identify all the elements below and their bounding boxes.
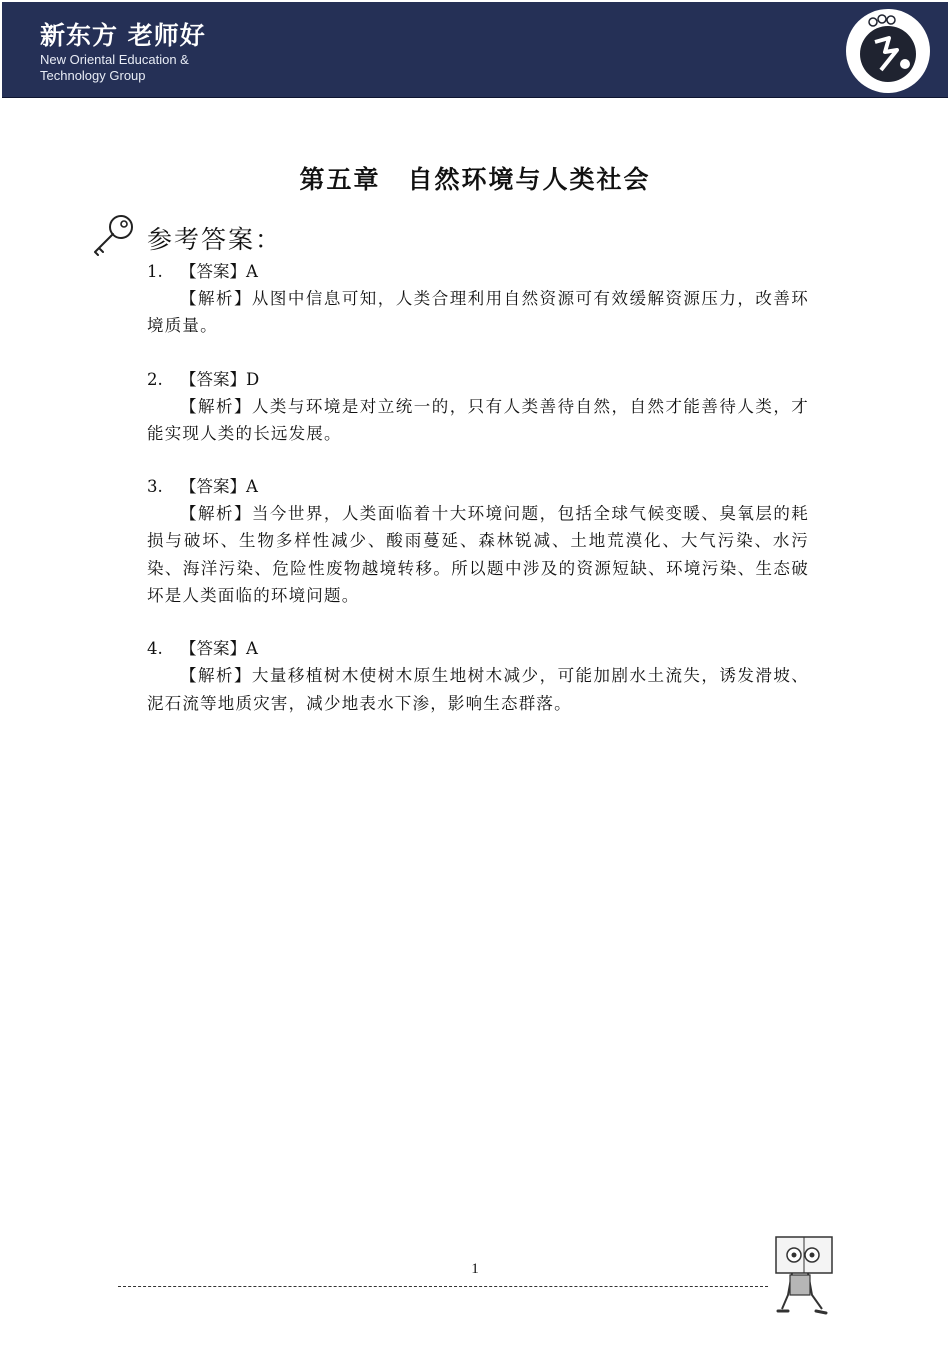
question-number: 4. — [147, 639, 163, 659]
analysis-text: 【解析】大量移植树木使树木原生地树木减少，可能加剧水土流失，诱发滑坡、泥石流等地质灾害，减少地表水下渗，影响生态群落。 — [147, 666, 809, 713]
answer-item — [147, 258, 809, 340]
key-icon — [90, 212, 136, 258]
answer-label: 【答案】A — [180, 477, 258, 497]
header-banner — [2, 2, 948, 98]
answer-label: 【答案】A — [180, 639, 258, 659]
answer-item — [147, 635, 809, 717]
answer-item — [147, 473, 809, 609]
answer-line — [147, 258, 809, 285]
question-number: 1. — [147, 262, 163, 281]
answer-label: 【答案】A — [180, 262, 258, 281]
analysis-text: 【解析】当今世界，人类面临着十大环境问题，包括全球气候变暖、臭氧层的耗损与破坏、生物多样性减少、酸雨蔓延、森林锐减、土地荒漠化、大气污染、水污染、海洋污染、危险性废物越境转移。所以题中涉及的资源短缺、环境污染、生态破坏是人类面临的环境问题。 — [147, 504, 809, 606]
answers-list — [147, 258, 809, 743]
answer-line — [147, 473, 809, 500]
answer-line — [147, 366, 809, 393]
page-number: 1 — [471, 1261, 479, 1277]
answer-line — [147, 635, 809, 662]
reading-mascot-icon — [768, 1233, 838, 1318]
question-number: 2. — [147, 369, 163, 389]
brand-name-cn: 新东方 老师好 — [40, 21, 206, 50]
brand-name-en: New Oriental Education & Technology Group — [40, 52, 189, 83]
chapter-title: 第五章 自然环境与人类社会 — [299, 165, 651, 194]
answer-label: 【答案】D — [180, 369, 260, 389]
answer-item — [147, 366, 809, 448]
analysis-text: 【解析】人类与环境是对立统一的，只有人类善待自然，自然才能善待人类，才能实现人类的长远发展。 — [147, 396, 809, 443]
analysis-text: 【解析】从图中信息可知，人类合理利用自然资源可有效缓解资源压力，改善环境质量。 — [147, 289, 809, 336]
mascot-logo-icon — [845, 8, 931, 94]
question-number: 3. — [147, 477, 163, 497]
footer-divider — [118, 1286, 768, 1287]
reference-answers-heading: 参考答案： — [147, 225, 283, 254]
